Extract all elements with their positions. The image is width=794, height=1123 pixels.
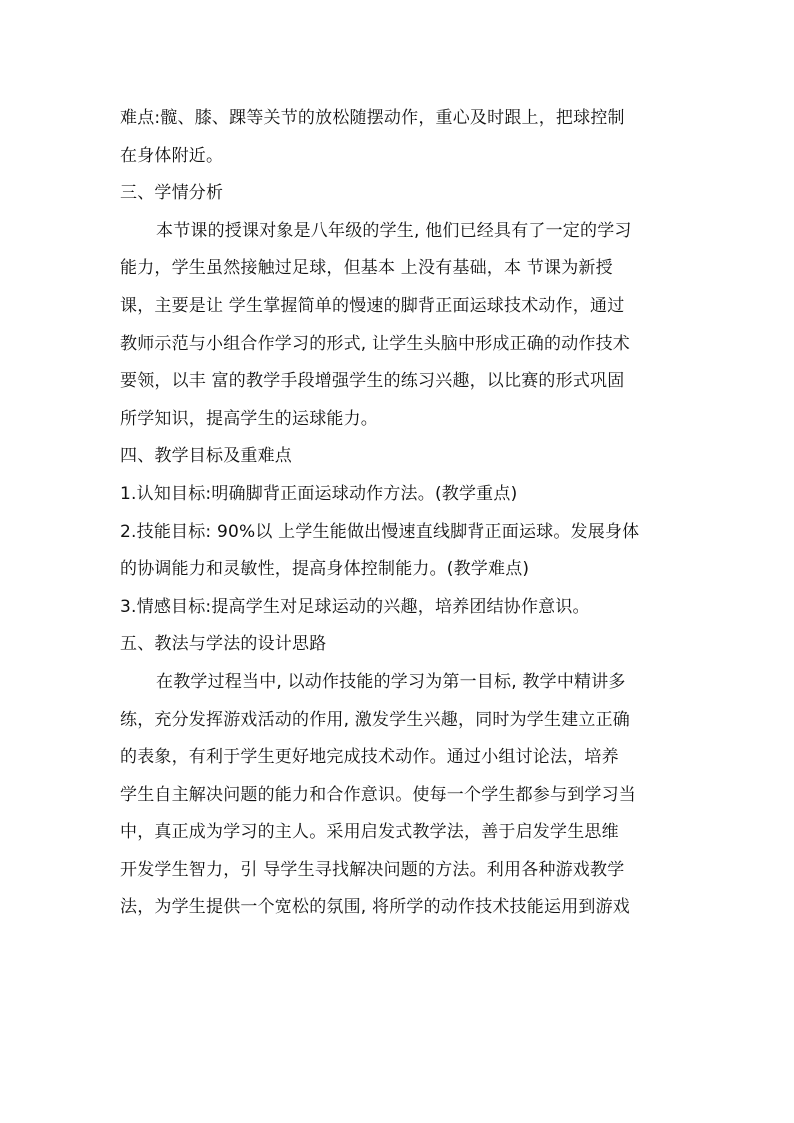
text-line: 法，为学生提供一个宽松的氛围, 将所学的动作技术技能运用到游戏: [120, 897, 631, 918]
list-item: 2.技能目标: 90%以 上学生能做出慢速直线脚背正面运球。发展身体: [120, 521, 640, 542]
paragraph-first-line: 在教学过程当中, 以动作技能的学习为第一目标, 教学中精讲多: [156, 671, 626, 692]
text-line: 中，真正成为学习的主人。采用启发式教学法，善于启发学生思维: [120, 822, 619, 843]
section-heading: 四、教学目标及重难点: [120, 446, 292, 467]
text-line: 能力，学生虽然接触过足球，但基本 上没有基础，本 节课为新授: [120, 258, 613, 279]
section-heading: 五、教法与学法的设计思路: [120, 634, 327, 655]
text-line: 的表象，有利于学生更好地完成技术动作。通过小组讨论法，培养: [120, 747, 619, 768]
text-line: 开发学生智力，引 导学生寻找解决问题的方法。利用各种游戏教学: [120, 859, 625, 880]
list-item: 1.认知目标:明确脚背正面运球动作方法。(教学重点): [120, 483, 518, 504]
document-body: [120, 100, 680, 927]
text-line: 课，主要是让 学生掌握简单的慢速的脚背正面运球技术动作，通过: [120, 295, 625, 316]
text-line: 所学知识，提高学生的运球能力。: [120, 408, 378, 429]
text-line: 练，充分发挥游戏活动的作用, 激发学生兴趣，同时为学生建立正确: [120, 709, 631, 730]
text-line: 的协调能力和灵敏性，提高身体控制能力。(教学难点): [120, 559, 530, 580]
list-item: 3.情感目标:提高学生对足球运动的兴趣，培养团结协作意识。: [120, 596, 590, 617]
text-line: 教师示范与小组合作学习的形式, 让学生头脑中形成正确的动作技术: [120, 333, 631, 354]
paragraph-first-line: 本节课的授课对象是八年级的学生, 他们已经具有了一定的学习: [156, 220, 632, 241]
text-line: 要领，以丰 富的教学手段增强学生的练习兴趣，以比赛的形式巩固: [120, 371, 625, 392]
text-line: 学生自主解决问题的能力和合作意识。使每一个学生都参与到学习当: [120, 784, 636, 805]
text-line: 在身体附近。: [120, 145, 224, 166]
section-heading: 三、学情分析: [120, 183, 224, 204]
text-line: 难点:髋、膝、踝等关节的放松随摆动作，重心及时跟上，把球控制: [120, 108, 625, 128]
